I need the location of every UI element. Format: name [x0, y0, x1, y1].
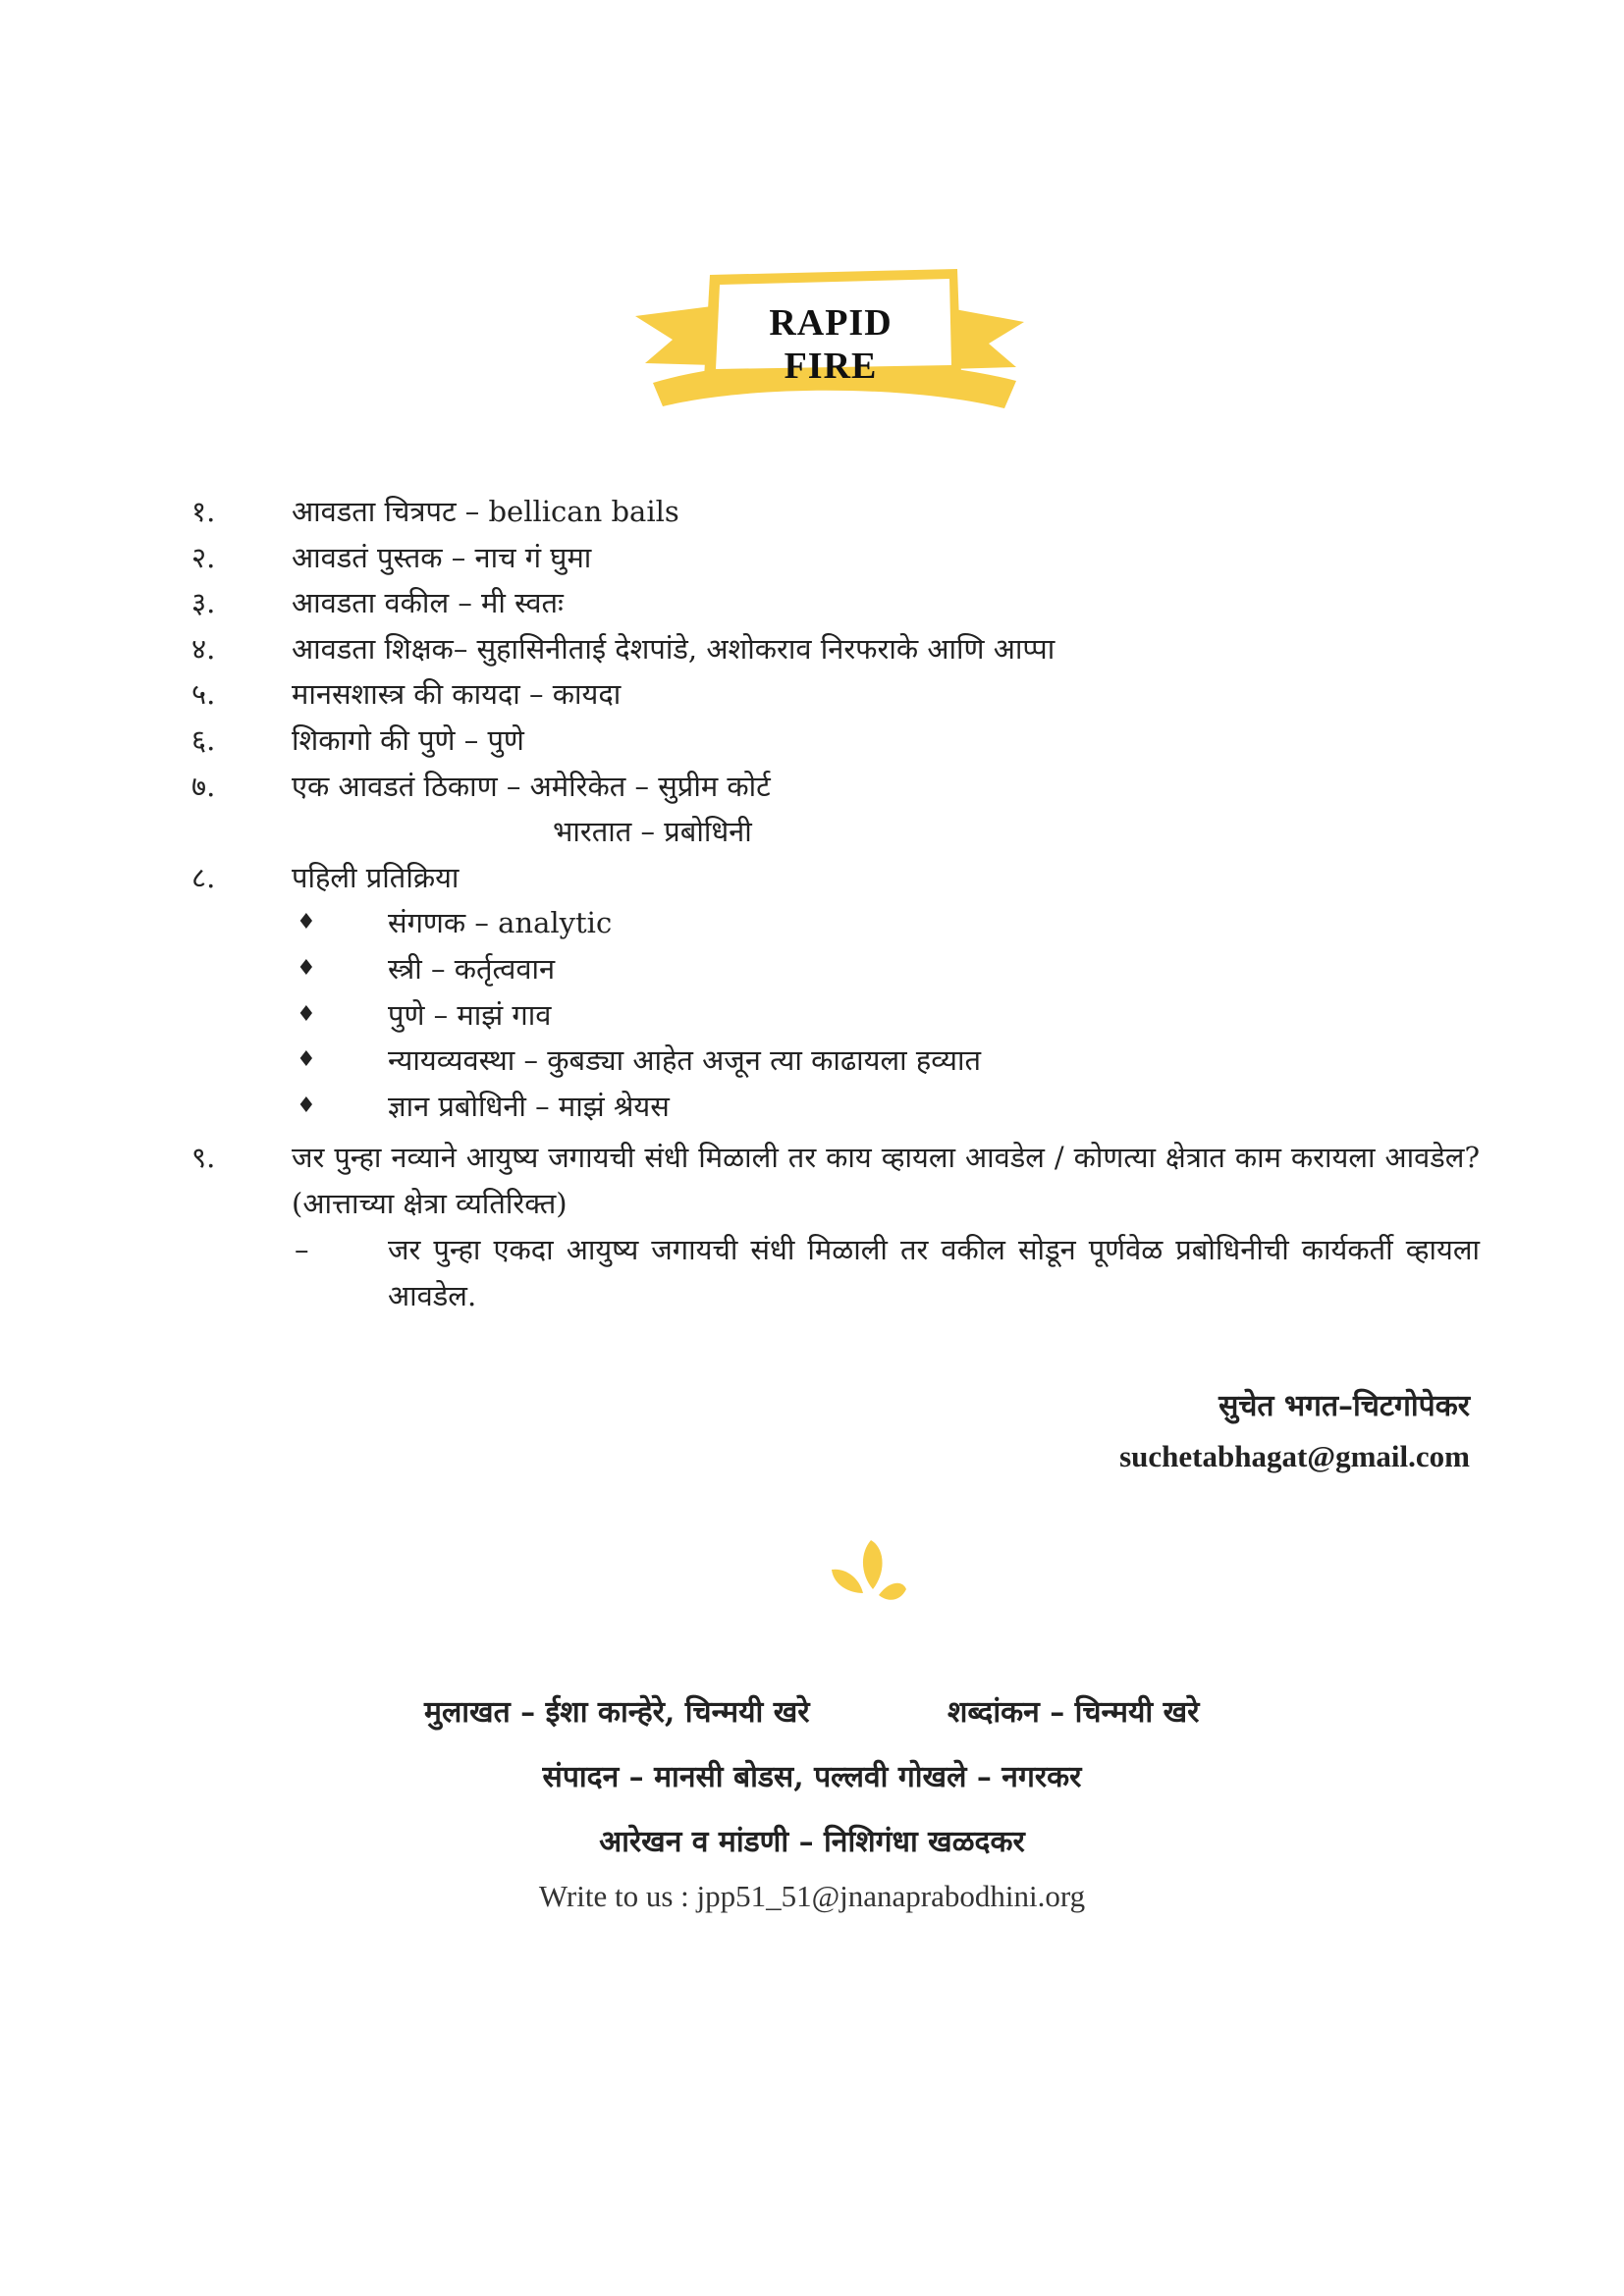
author-email: suchetabhagat@gmail.com [1119, 1439, 1470, 1473]
item-number: ६. [191, 722, 216, 757]
dash-marker: – [295, 1233, 309, 1267]
answer-item [191, 1227, 1488, 1319]
list-item-continuation [191, 809, 1488, 855]
list-item [191, 671, 1488, 718]
list-item [191, 489, 1488, 535]
credit-editing: संपादन – मानसी बोडस, पल्लवी गोखले – नगरकर [542, 1760, 1082, 1794]
item-text: आवडता चित्रपट – bellican bails [292, 495, 679, 528]
bullet-text: स्त्री – कर्तृत्ववान [388, 951, 556, 986]
item-text: एक आवडतं ठिकाण – अमेरिकेत – सुप्रीम कोर्ट [292, 769, 771, 803]
bullet-text: संगणक – analytic [388, 906, 613, 940]
item-number: ९. [191, 1141, 216, 1175]
item-number: १. [191, 495, 216, 528]
leaf-ornament-icon [828, 1536, 908, 1607]
credit-design: आरेखन व मांडणी – निशिगंधा खळदकर [599, 1825, 1025, 1859]
item-number: २. [191, 540, 216, 574]
list-item [191, 855, 1488, 901]
bullet-text: न्यायव्यवस्था – कुबड्या आहेत अजून त्या काढायला हव्यात [388, 1043, 982, 1078]
item-text: आवडता शिक्षक– सुहासिनीताई देशपांडे, अशोकराव निरफराके आणि आप्पा [292, 631, 1056, 666]
item-number: ३. [191, 586, 216, 620]
list-item [191, 764, 1488, 810]
item-text: भारतात – प्रबोधिनी [553, 815, 752, 849]
list-item [191, 1135, 1488, 1227]
item-text: शिकागो की पुणे – पुणे [292, 722, 524, 757]
item-number: ७. [191, 769, 216, 803]
credit-interview: मुलाखत – ईशा कान्हेरे, चिन्मयी खरे [424, 1695, 810, 1730]
item-number: ५. [191, 677, 216, 712]
page-title: RAPID FIRE [769, 302, 893, 387]
item-text: आवडता वकील – मी स्वतः [292, 586, 564, 620]
bullet-text: पुणे – माझं गाव [388, 997, 552, 1032]
contact-footer: Write to us : jpp51_51@jnanaprabodhini.org [538, 1879, 1086, 1913]
rapid-fire-list [191, 489, 1488, 1319]
credit-transcription: शब्दांकन – चिन्मयी खरे [947, 1695, 1200, 1730]
diamond-bullet-icon: ♦ [297, 1001, 316, 1027]
bullet-item [191, 992, 1488, 1039]
diamond-bullet-icon: ♦ [297, 1047, 316, 1073]
item-question: जर पुन्हा नव्याने आयुष्य जगायची संधी मिळाली तर काय व्हायला आवडेल / कोणत्या क्षेत्रात काम करायला आवडेल? (आत्ताच्या क्षेत्रा व्यतिरिक्त) [292, 1141, 1480, 1220]
item-text: आवडतं पुस्तक – नाच गं घुमा [292, 540, 592, 574]
bullet-item [191, 1038, 1488, 1084]
diamond-bullet-icon: ♦ [297, 955, 316, 981]
bullet-item [191, 946, 1488, 992]
author-name: सुचेत भगत–चिटगोपेकर [1218, 1389, 1470, 1423]
list-item [191, 535, 1488, 581]
diamond-bullet-icon: ♦ [297, 1093, 316, 1118]
diamond-bullet-icon: ♦ [297, 910, 316, 935]
item-number: ४. [191, 631, 216, 666]
title-banner [633, 257, 1026, 412]
item-text: पहिली प्रतिक्रिया [292, 860, 460, 894]
list-item [191, 626, 1488, 672]
item-text: मानसशास्त्र की कायदा – कायदा [292, 677, 622, 712]
item-number: ८. [191, 860, 216, 894]
item-answer: जर पुन्हा एकदा आयुष्य जगायची संधी मिळाली तर वकील सोडून पूर्णवेळ प्रबोधिनीची कार्यकर्ती व्हायला आवडेल. [388, 1233, 1480, 1312]
list-item [191, 718, 1488, 764]
bullet-text: ज्ञान प्रबोधिनी – माझं श्रेयस [388, 1089, 670, 1123]
bullet-item [191, 900, 1488, 946]
list-item [191, 580, 1488, 626]
bullet-item [191, 1084, 1488, 1130]
